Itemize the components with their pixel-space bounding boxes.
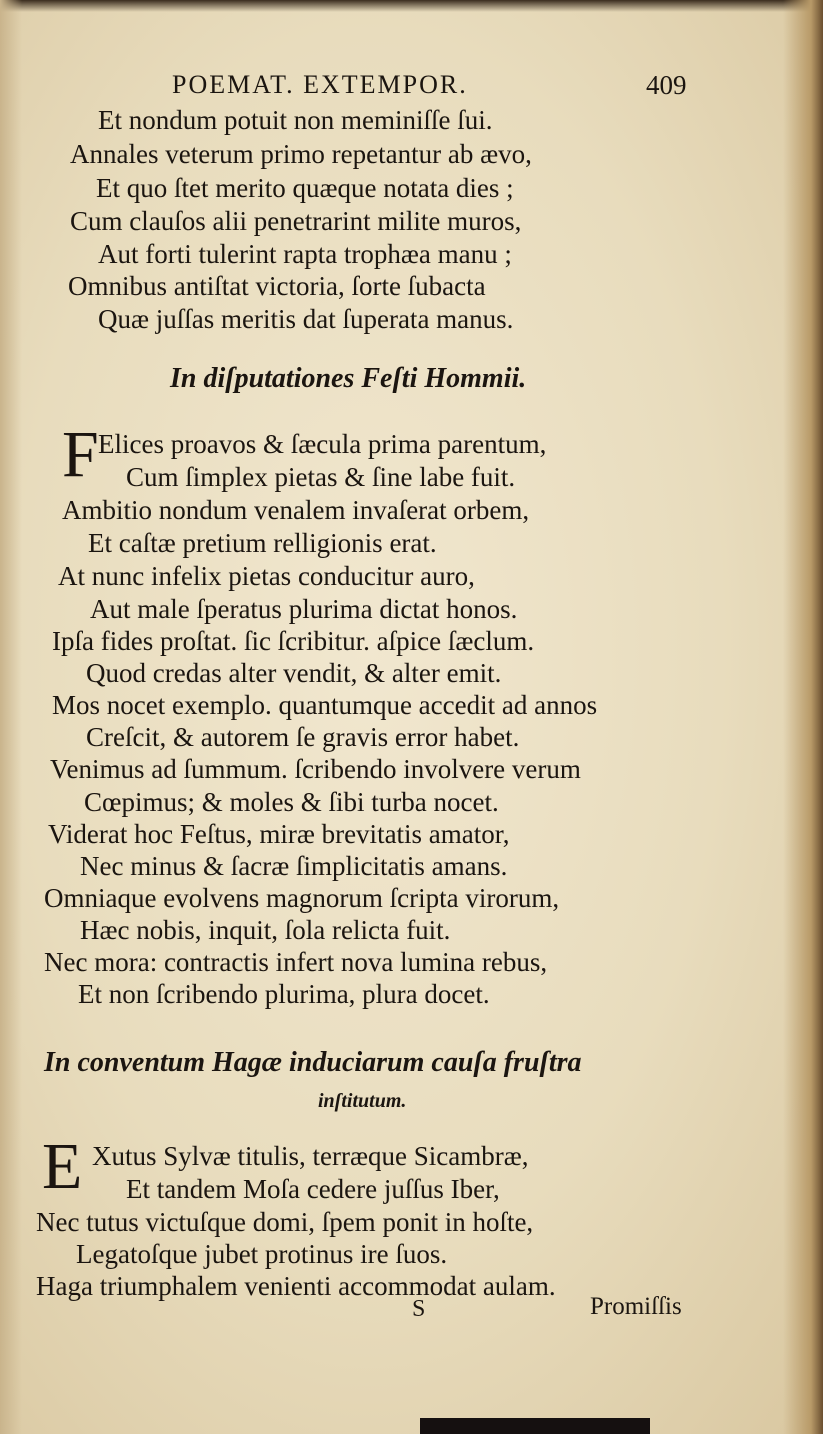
verse-line: Annales veterum primo repetantur ab ævo, (70, 139, 532, 169)
verse-line: Nec mora: contractis infert nova lumina rebus, (44, 947, 548, 977)
verse-line: Ambitio nondum venalem invaſerat orbem, (62, 495, 530, 525)
catchword: Promiſſis (590, 1293, 682, 1320)
verse-line: Et caſtæ pretium relligionis erat. (88, 528, 437, 558)
verse-line: Nec minus & ſacræ ſimplicitatis amans. (80, 851, 508, 881)
verse-line: Quæ juſſas meritis dat ſuperata manus. (98, 304, 514, 334)
verse-line: Mos nocet exemplo. quantumque accedit ad annos (52, 690, 598, 720)
verse-line: Et quo ſtet merito quæque notata dies ; (96, 173, 514, 203)
verse-line: Cœpimus; & moles & ſibi turba nocet. (84, 787, 499, 817)
verse-line: Aut male ſperatus plurima dictat honos. (90, 594, 518, 624)
running-title: POEMAT. EXTEMPOR. (172, 70, 468, 99)
verse-line: Et tandem Moſa cedere juſſus Iber, (126, 1174, 500, 1204)
verse-line: Aut forti tulerint rapta trophæa manu ; (98, 239, 512, 269)
poem-title: In conventum Hagæ induciarum cauſa fruſtra (44, 1047, 582, 1078)
verse-line: Haga triumphalem venienti accommodat aulam. (36, 1271, 556, 1301)
verse-line: Omnibus antiſtat victoria, ſorte ſubacta (68, 271, 486, 301)
verse-line: Viderat hoc Feſtus, miræ brevitatis amator, (48, 819, 510, 849)
verse-line: Creſcit, & autorem ſe gravis error habet. (86, 722, 520, 752)
verse-line: Et non ſcribendo plurima, plura docet. (78, 979, 490, 1009)
drop-cap: F (62, 418, 99, 491)
verse-line: Xutus Sylvæ titulis, terræque Sicambræ, (92, 1141, 529, 1171)
poem-title-continuation: inſtitutum. (318, 1090, 407, 1112)
drop-cap: E (42, 1130, 83, 1203)
verse-line: Elices proavos & ſæcula prima parentum, (98, 429, 547, 459)
signature-mark: S (412, 1296, 426, 1322)
verse-line: At nunc infelix pietas conducitur auro, (58, 561, 475, 591)
verse-line: Nec tutus victuſque domi, ſpem ponit in hoſte, (36, 1207, 534, 1237)
verse-line: Ipſa fides proſtat. ſic ſcribitur. aſpice ſæclum. (52, 626, 535, 656)
verse-line: Et nondum potuit non meminiſſe ſui. (98, 105, 493, 135)
verse-line: Hæc nobis, inquit, ſola relicta fuit. (80, 915, 451, 945)
poem-title: In diſputationes Feſti Hommii. (170, 363, 527, 394)
verse-line: Quod credas alter vendit, & alter emit. (86, 658, 502, 688)
verse-line: Cum clauſos alii penetrarint milite muros, (70, 206, 522, 236)
verse-line: Venimus ad ſummum. ſcribendo involvere verum (50, 754, 581, 784)
verse-line: Cum ſimplex pietas & ſine labe fuit. (126, 462, 516, 492)
page-number: 409 (646, 70, 687, 100)
verse-line: Omniaque evolvens magnorum ſcripta virorum, (44, 883, 560, 913)
verse-line: Legatoſque jubet protinus ire ſuos. (76, 1239, 448, 1269)
